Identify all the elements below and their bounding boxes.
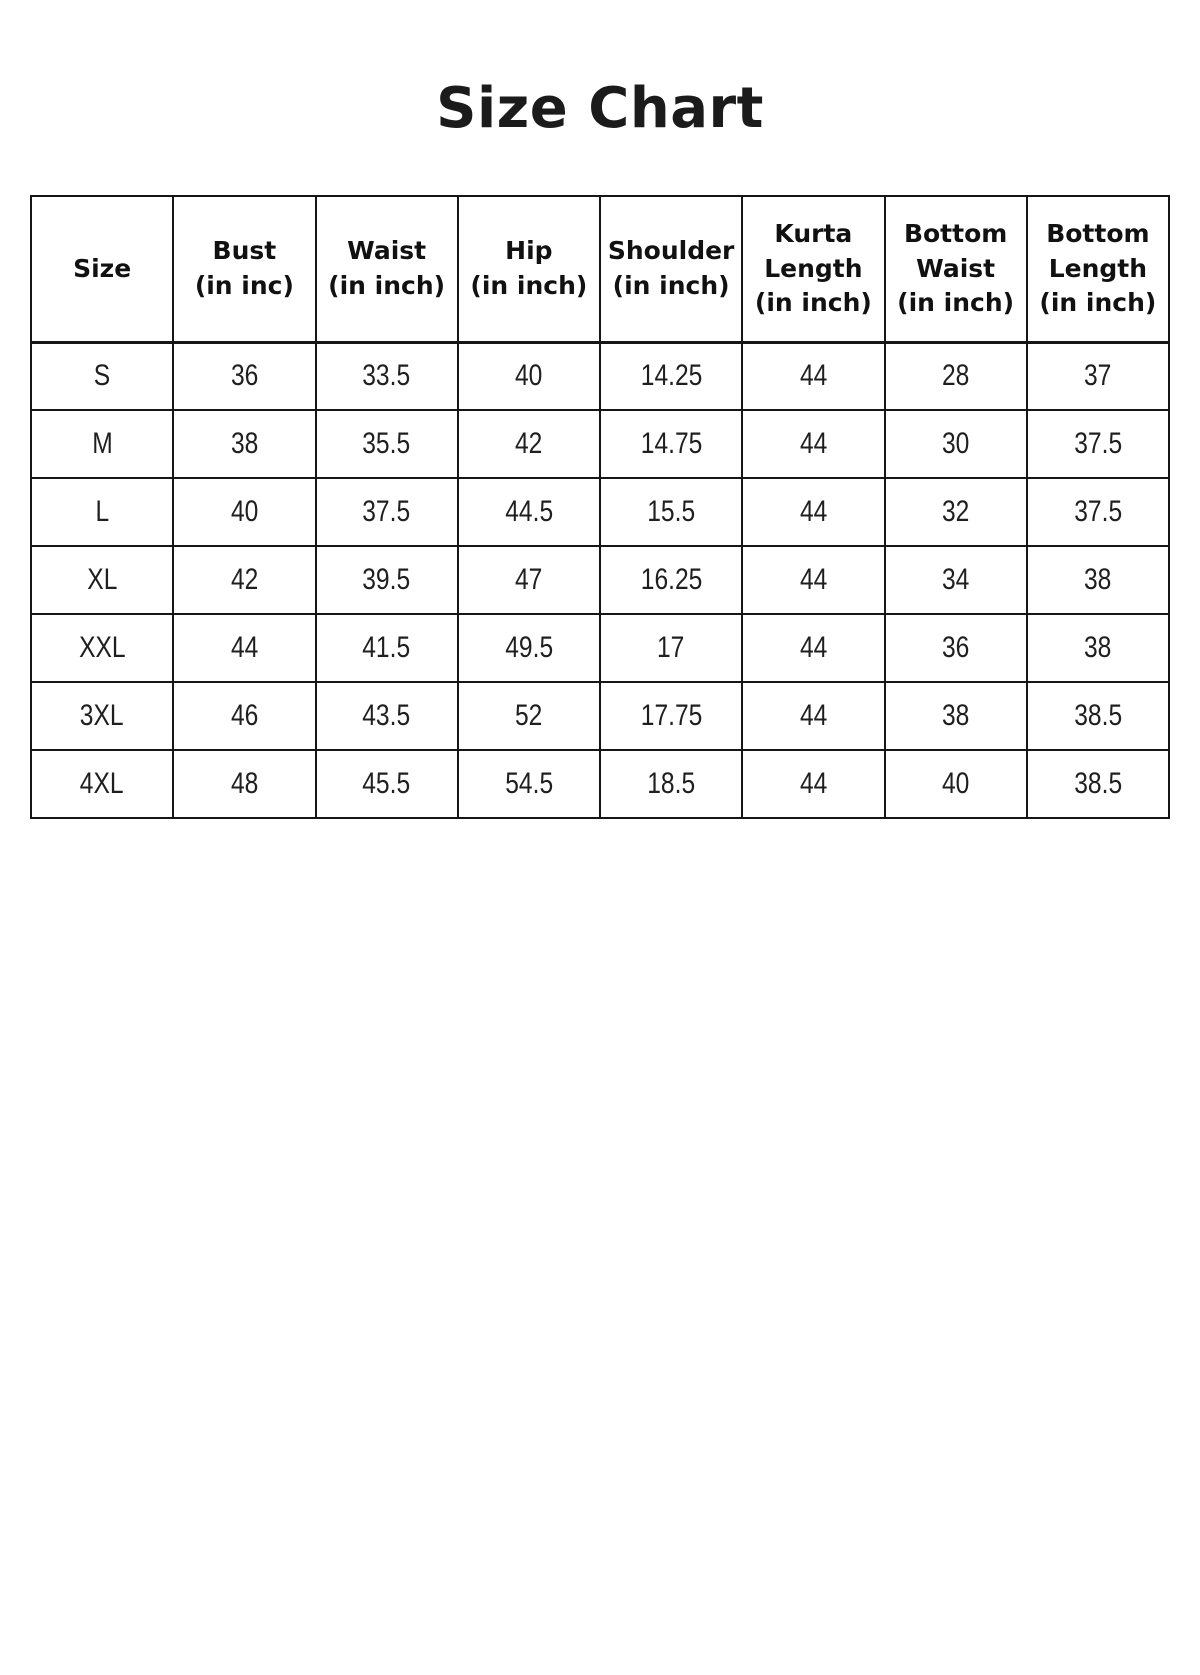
header-cell-hip [458,196,600,342]
header-cell-bottom-length [1027,196,1169,342]
cell-value: L [95,495,109,529]
cell-value: 40 [515,359,543,393]
cell-value: 44.5 [504,495,553,529]
table-cell [316,478,458,546]
header-unit: (in inch) [328,270,446,300]
cell-value: 14.25 [640,359,702,393]
cell-value: 42 [230,563,259,597]
table-cell [600,614,742,682]
page-title: Size Chart [436,76,764,141]
cell-value: 37.5 [362,495,411,529]
cell-value: 44 [799,495,828,529]
cell-value: 36 [941,631,970,665]
table-cell [1027,342,1169,410]
table-cell [458,614,600,682]
table-cell [316,546,458,614]
row-size-label [31,410,173,478]
cell-value: 33.5 [362,359,411,393]
cell-value: 45.5 [362,767,411,801]
row-size-label [31,546,173,614]
table-cell [1027,546,1169,614]
cell-value: 36 [230,359,259,393]
table-cell [600,410,742,478]
table-cell [742,546,884,614]
table-cell [316,750,458,818]
cell-value: 16.25 [640,563,702,597]
cell-value: 43.5 [362,699,411,733]
header-unit: (in inch) [754,288,872,318]
cell-value: 37.5 [1073,495,1122,529]
header-cell-bottom-waist [885,196,1027,342]
table-cell [742,342,884,410]
cell-value: 37.5 [1073,427,1122,461]
header-unit: (in inch) [897,288,1015,318]
cell-value: 44 [799,699,828,733]
table-cell [173,478,315,546]
cell-value: 30 [941,427,970,461]
header-unit: (in inch) [1039,288,1157,318]
cell-value: 41.5 [362,631,411,665]
cell-value: 44 [799,631,828,665]
table-cell [885,478,1027,546]
cell-value: 37 [1084,359,1112,393]
table-cell [742,750,884,818]
table-cell [173,750,315,818]
cell-value: 4XL [80,767,125,801]
table-cell [885,546,1027,614]
cell-value: 38.5 [1073,767,1122,801]
table-cell [742,682,884,750]
table-cell [173,614,315,682]
table-cell [885,682,1027,750]
table-cell [742,614,884,682]
table-cell [742,478,884,546]
header-label: Bust [212,236,277,266]
cell-value: 44 [799,359,828,393]
header-cell-size [31,196,173,342]
table-cell [600,682,742,750]
row-size-label [31,342,173,410]
cell-value: 40 [230,495,259,529]
table-cell [316,342,458,410]
cell-value: 48 [230,767,259,801]
table-cell [458,682,600,750]
table-cell [1027,478,1169,546]
cell-value: 18.5 [647,767,696,801]
header-label: Bottom Waist [903,219,1008,283]
table-body [31,342,1169,818]
table-cell [458,478,600,546]
table-cell [173,342,315,410]
header-unit: (in inch) [612,270,730,300]
table-cell [1027,682,1169,750]
table-row-xxl [31,614,1169,682]
header-unit: (in inch) [470,270,588,300]
row-size-label [31,750,173,818]
table-cell [600,546,742,614]
cell-value: 40 [941,767,970,801]
table-cell [885,750,1027,818]
cell-value: 14.75 [640,427,702,461]
cell-value: XL [87,563,118,597]
table-cell [742,410,884,478]
table-cell [600,342,742,410]
cell-value: 3XL [80,699,125,733]
table-cell [316,682,458,750]
cell-value: 39.5 [362,563,411,597]
cell-value: 17 [657,631,685,665]
header-label: Shoulder [607,236,735,266]
table-cell [1027,750,1169,818]
cell-value: 44 [799,427,828,461]
cell-value: 28 [941,359,970,393]
cell-value: 54.5 [504,767,553,801]
cell-value: 44 [799,767,828,801]
table-cell [600,750,742,818]
cell-value: 38 [1084,563,1112,597]
cell-value: 42 [515,427,543,461]
table-cell [600,478,742,546]
row-size-label [31,682,173,750]
cell-value: 17.75 [640,699,702,733]
table-cell [458,410,600,478]
size-chart-table [30,195,1170,819]
table-cell [316,410,458,478]
cell-value: 49.5 [504,631,553,665]
table-cell [173,546,315,614]
cell-value: 46 [230,699,259,733]
table-row-3xl [31,682,1169,750]
header-label: Waist [347,236,427,266]
header-row [31,196,1169,342]
table-cell [885,342,1027,410]
cell-value: 34 [941,563,970,597]
cell-value: 32 [941,495,970,529]
table-cell [1027,614,1169,682]
header-cell-shoulder [600,196,742,342]
row-size-label [31,614,173,682]
header-label: Kurta Length [764,219,863,283]
header-label: Hip [505,236,553,266]
cell-value: S [93,359,111,393]
table-row-l [31,478,1169,546]
cell-value: 38 [230,427,259,461]
table-cell [173,682,315,750]
cell-value: 38 [941,699,970,733]
cell-value: M [91,427,113,461]
table-cell [1027,410,1169,478]
table-cell [316,614,458,682]
cell-value: 52 [515,699,543,733]
table-header [31,196,1169,342]
cell-value: 47 [515,563,543,597]
header-cell-waist [316,196,458,342]
cell-value: 38.5 [1073,699,1122,733]
table-row-xl [31,546,1169,614]
table-cell [885,614,1027,682]
header-cell-kurta-length [742,196,884,342]
cell-value: XXL [78,631,126,665]
cell-value: 15.5 [647,495,696,529]
header-label: Size [73,253,132,283]
table-cell [885,410,1027,478]
table-row-s [31,342,1169,410]
size-chart-page [0,75,1200,819]
table-row-4xl [31,750,1169,818]
cell-value: 44 [799,563,828,597]
header-cell-bust [173,196,315,342]
cell-value: 38 [1084,631,1112,665]
cell-value: 35.5 [362,427,411,461]
cell-value: 44 [230,631,259,665]
table-cell [173,410,315,478]
table-cell [458,546,600,614]
header-label: Bottom Length [1046,219,1150,283]
table-cell [458,750,600,818]
header-unit: (in inc) [194,270,294,300]
table-cell [458,342,600,410]
row-size-label [31,478,173,546]
table-row-m [31,410,1169,478]
